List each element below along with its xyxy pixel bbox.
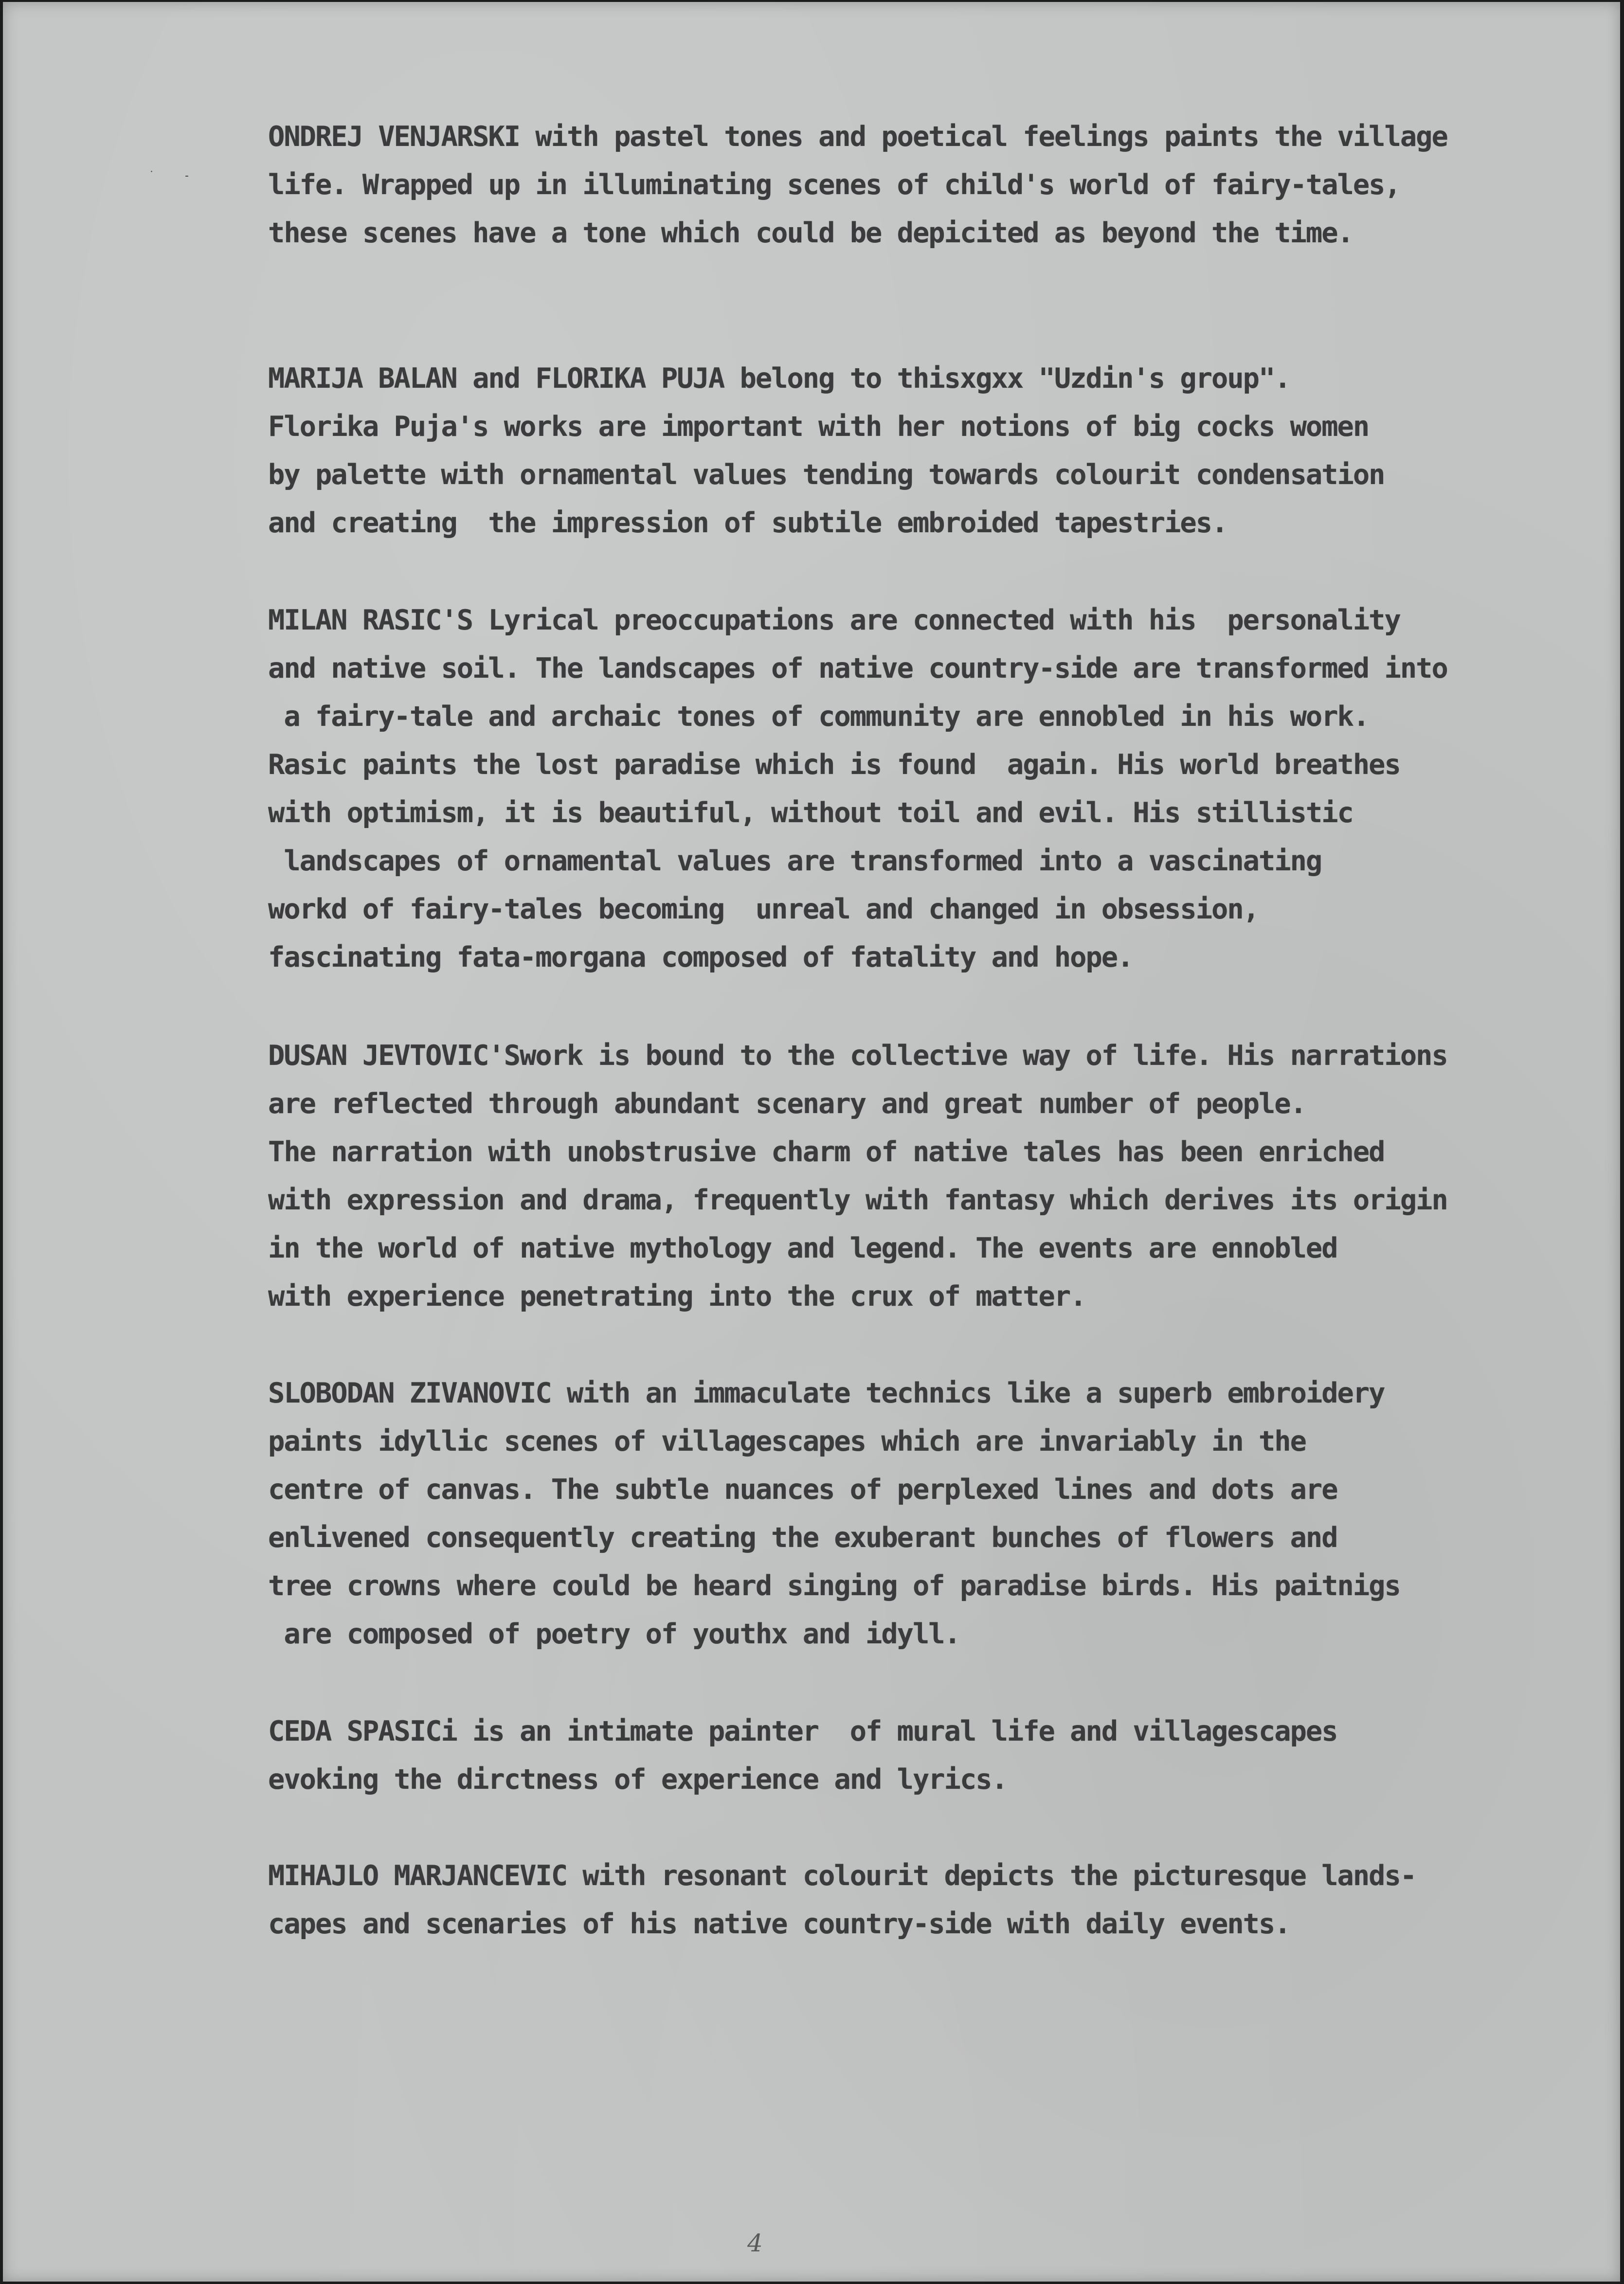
paragraph-balan-puja: MARIJA BALAN and FLORIKA PUJA belong to thisxgxx "Uzdin's group". Florika Puja's works are important with her notions of big cocks women by palette with ornamental values tending towards colourit condensation and creating the impression of subtile embroided tapestries. bbox=[268, 362, 1385, 539]
page-number: 4 bbox=[747, 2229, 763, 2257]
paragraph-spasic: CEDA SPASICi is an intimate painter of mural life and villagescapes evoking the dirctness of experience and lyrics. bbox=[268, 1715, 1337, 1796]
paragraph-jevtovic: DUSAN JEVTOVIC'Swork is bound to the collective way of life. His narrations are reflected through abundant scenary and great number of people. The narration with unobstrusive charm of native tales has been enriched with expression and drama, frequently with fantasy which derives its origin in the world of native mythology and legend. The events are ennobled with experience penetrating into the crux of matter. bbox=[268, 1040, 1447, 1313]
document-page bbox=[3, 2, 1620, 2282]
paragraph-marjancevic: MIHAJLO MARJANCEVIC with resonant colourit depicts the picturesque lands- capes and scenaries of his native country-side with daily events. bbox=[268, 1860, 1416, 1940]
paragraph-rasic: MILAN RASIC'S Lyrical preoccupations are connected with his personality and native soil. The landscapes of native country-side are transformed into a fairy-tale and archaic tones of community are ennobled in his work. Rasic paints the lost paradise which is found again. His world breathes with optimism, it is beautiful, without toil and evil. His stillistic landscapes of ornamental values are transformed into a vascinating workd of fairy-tales becoming unreal and changed in obsession, fascinating fata-morgana composed of fatality and hope. bbox=[268, 604, 1447, 973]
paragraph-zivanovic: SLOBODAN ZIVANOVIC with an immaculate technics like a superb embroidery paints idyllic scenes of villagescapes which are invariably in the centre of canvas. The subtle nuances of perplexed lines and dots are enlivened consequently creating the exuberant bunches of flowers and tree crowns where could be heard singing of paradise birds. His paitnigs are composed of poetry of youthx and idyll. bbox=[268, 1377, 1400, 1650]
margin-marks: ˙ ‐ bbox=[149, 170, 202, 182]
paragraph-venjarski: ONDREJ VENJARSKI with pastel tones and poetical feelings paints the village life. Wrapped up in illuminating scenes of child's world of fairy-tales, these scenes have a tone which could be depicited as beyond the time. bbox=[268, 121, 1447, 249]
